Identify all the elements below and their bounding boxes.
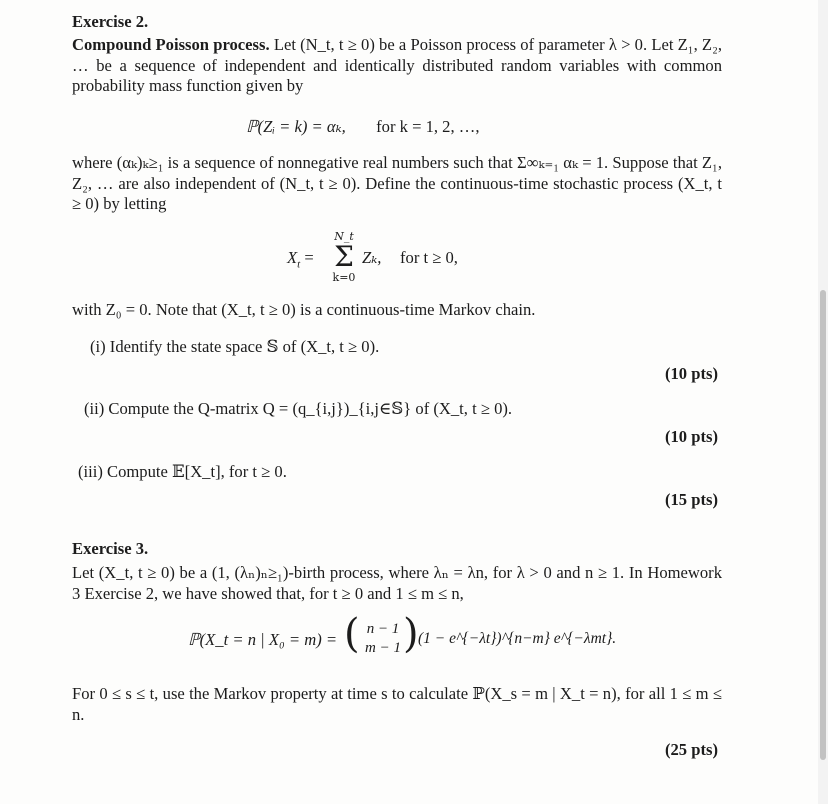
binom-left-paren: ( [344,611,360,657]
sum-upper-limit: N_t [334,230,354,243]
transition-prob-rhs: (1 − e^{−λt})^{n−m} e^{−λmt}. [418,630,617,647]
question-iii: (iii) Compute 𝔼[X_t], for t ≥ 0. [78,462,287,481]
exercise-3-title: Exercise 3. [72,539,149,558]
compound-poisson-heading: Compound Poisson process. [72,35,270,54]
sum-term: Zₖ, [362,248,382,267]
sigma-icon: Σ [334,240,354,273]
question-ii: (ii) Compute the Q-matrix Q = (q_{i,j})_{i,j∈𝕊} of (X_t, t ≥ 0). [84,399,513,418]
pmf-lhs: ℙ(Zᵢ = k) = αₖ, [246,117,346,136]
points-iii: (15 pts) [664,490,718,509]
points-ii: (10 pts) [664,427,718,446]
exercise-2-para3: with Z₀ = 0. Note that (X_t, t ≥ 0) is a continuous-time Markov chain. [72,300,536,319]
binom-bottom: m − 1 [365,640,401,656]
exercise-2-intro [72,35,722,97]
binom-right-paren: ) [403,611,419,657]
pmf-formula [246,117,480,137]
points-i: (10 pts) [664,364,718,383]
xt-lhs: $X_t$ = [287,248,314,271]
exercise-2-title: Exercise 2. [72,12,149,31]
exercise-3-para1: Let (X_t, t ≥ 0) be a (1, (λₙ)ₙ≥₁)-birth process, where λₙ = λn, for λ > 0 and n ≥ 1. In Homework 3 Exercise 2, we have showed that, for t ≥ 0 and 1 ≤ m ≤ n, [72,563,722,603]
question-i: (i) Identify the state space 𝕊 of (X_t, t ≥ 0). [90,337,380,356]
summation [327,230,361,284]
binomial-coefficient [362,620,404,658]
exercise-2-intro-text: Let (N_t, t ≥ 0) be a Poisson process of parameter λ > 0. Let Z₁, Z₂, … be a sequence of independent and identically distributed random variables with common probability mass function given by [72,35,722,95]
vertical-scrollbar[interactable] [818,0,828,804]
transition-prob-lhs: ℙ(X_t = n | X₀ = m) = [188,630,338,649]
scrollbar-thumb[interactable] [820,290,826,760]
definition-condition: for t ≥ 0, [400,248,458,267]
exercise-3-para2: For 0 ≤ s ≤ t, use the Markov property at time s to calculate ℙ(X_s = m | X_t = n), for all 1 ≤ m ≤ n. [72,684,722,724]
pmf-condition: for k = 1, 2, …, [376,117,480,136]
binom-top: n − 1 [366,621,400,637]
points-ex3: (25 pts) [664,740,718,759]
exercise-2-para2: where (αₖ)ₖ≥₁ is a sequence of nonnegative real numbers such that Σ∞ₖ₌₁ αₖ = 1. Suppose that Z₁, Z₂, … are also independent of (N_t, t ≥ 0). Define the continuous-time stochastic process (X_t, t ≥ 0) by letting [72,153,722,213]
sum-lower-limit: k=0 [332,271,356,284]
